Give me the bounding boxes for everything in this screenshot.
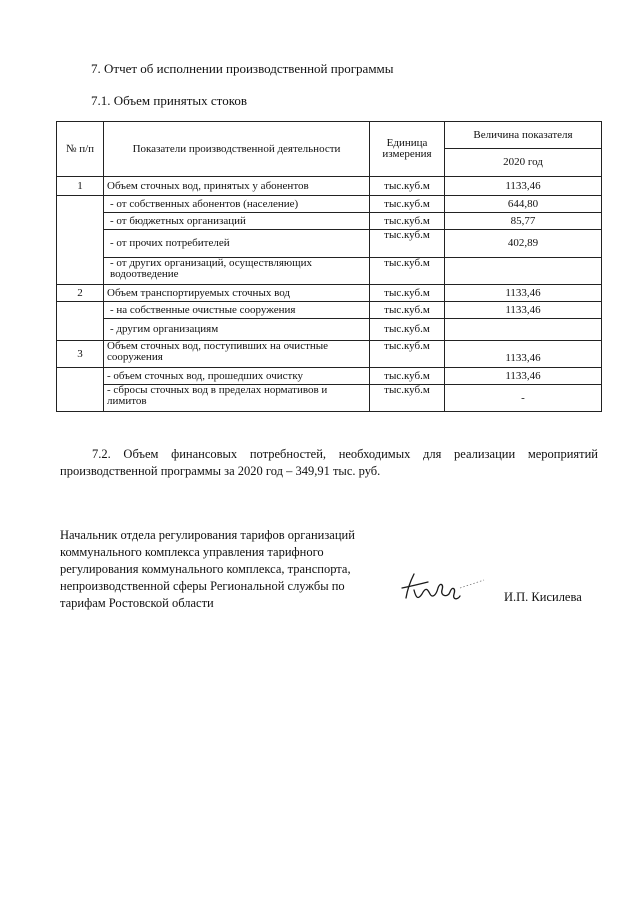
- row-value: 402,89: [445, 230, 602, 258]
- row-value: -: [445, 385, 602, 412]
- row-unit: тыс.куб.м: [370, 230, 445, 258]
- row-indicator: - объем сточных вод, прошедших очистку: [104, 368, 370, 385]
- signatory-name: И.П. Кисилева: [504, 590, 582, 604]
- table-row: [57, 302, 602, 319]
- row-unit: тыс.куб.м: [370, 341, 445, 368]
- table-row: [57, 177, 602, 196]
- row-indicator: Объем транспортируемых сточных вод: [104, 285, 370, 302]
- row-unit: тыс.куб.м: [370, 385, 445, 412]
- row-num: [57, 196, 104, 285]
- row-value: 1133,46: [445, 285, 602, 302]
- row-unit: тыс.куб.м: [370, 258, 445, 285]
- header-value-group: Величина показателя: [445, 122, 602, 149]
- row-indicator: Объем сточных вод, принятых у абонентов: [104, 177, 370, 196]
- signatory-position: Начальник отдела регулирования тарифов организаций коммунального комплекса управления тарифного регулирования коммунального комплекса, транспорта, непроизводственной сферы Региональной службы по тарифам Ростовской области: [60, 528, 355, 610]
- row-value: 1133,46: [445, 302, 602, 319]
- table-row: [57, 385, 602, 412]
- row-unit: тыс.куб.м: [370, 177, 445, 196]
- row-unit: тыс.куб.м: [370, 196, 445, 213]
- row-indicator: - от других организаций, осуществляющих водоотведение: [104, 258, 370, 285]
- header-indicator: Показатели производственной деятельности: [104, 122, 370, 177]
- row-num: [57, 302, 104, 341]
- header-num: № п/п: [57, 122, 104, 177]
- row-unit: тыс.куб.м: [370, 213, 445, 230]
- row-indicator: Объем сточных вод, поступивших на очистные сооружения: [104, 341, 370, 368]
- table-row: [57, 285, 602, 302]
- header-unit: Единица измерения: [370, 122, 445, 177]
- row-num: 3: [57, 341, 104, 368]
- row-num: 2: [57, 285, 104, 302]
- table-row: [57, 319, 602, 341]
- header-year: 2020 год: [445, 149, 602, 177]
- row-value: [445, 258, 602, 285]
- row-indicator: - от прочих потребителей: [104, 230, 370, 258]
- row-value: 1133,46: [445, 341, 602, 368]
- row-indicator: - другим организациям: [104, 319, 370, 341]
- table-row: [57, 368, 602, 385]
- row-indicator: - сбросы сточных вод в пределах нормативов и лимитов: [104, 385, 370, 412]
- row-unit: тыс.куб.м: [370, 319, 445, 341]
- row-value: 1133,46: [445, 177, 602, 196]
- table-row: [57, 258, 602, 285]
- row-unit: тыс.куб.м: [370, 302, 445, 319]
- row-value: [445, 319, 602, 341]
- row-value: 85,77: [445, 213, 602, 230]
- row-num: [57, 368, 104, 412]
- table-row: [57, 230, 602, 258]
- row-indicator: - на собственные очистные сооружения: [104, 302, 370, 319]
- wastewater-table: [56, 121, 602, 412]
- table-row: [57, 196, 602, 213]
- row-indicator: - от собственных абонентов (население): [104, 196, 370, 213]
- section-heading: 7. Отчет об исполнении производственной программы: [91, 61, 394, 76]
- subsection-heading: 7.1. Объем принятых стоков: [91, 93, 247, 108]
- row-unit: тыс.куб.м: [370, 368, 445, 385]
- table-row: [57, 213, 602, 230]
- row-indicator: - от бюджетных организаций: [104, 213, 370, 230]
- signature-image: [398, 568, 488, 608]
- row-unit: тыс.куб.м: [370, 285, 445, 302]
- financial-needs-paragraph: 7.2. Объем финансовых потребностей, необходимых для реализации мероприятий производственной программы за 2020 год – 349,91 тыс. руб.: [60, 447, 598, 478]
- row-num: 1: [57, 177, 104, 196]
- table-row: [57, 341, 602, 368]
- row-value: 644,80: [445, 196, 602, 213]
- row-value: 1133,46: [445, 368, 602, 385]
